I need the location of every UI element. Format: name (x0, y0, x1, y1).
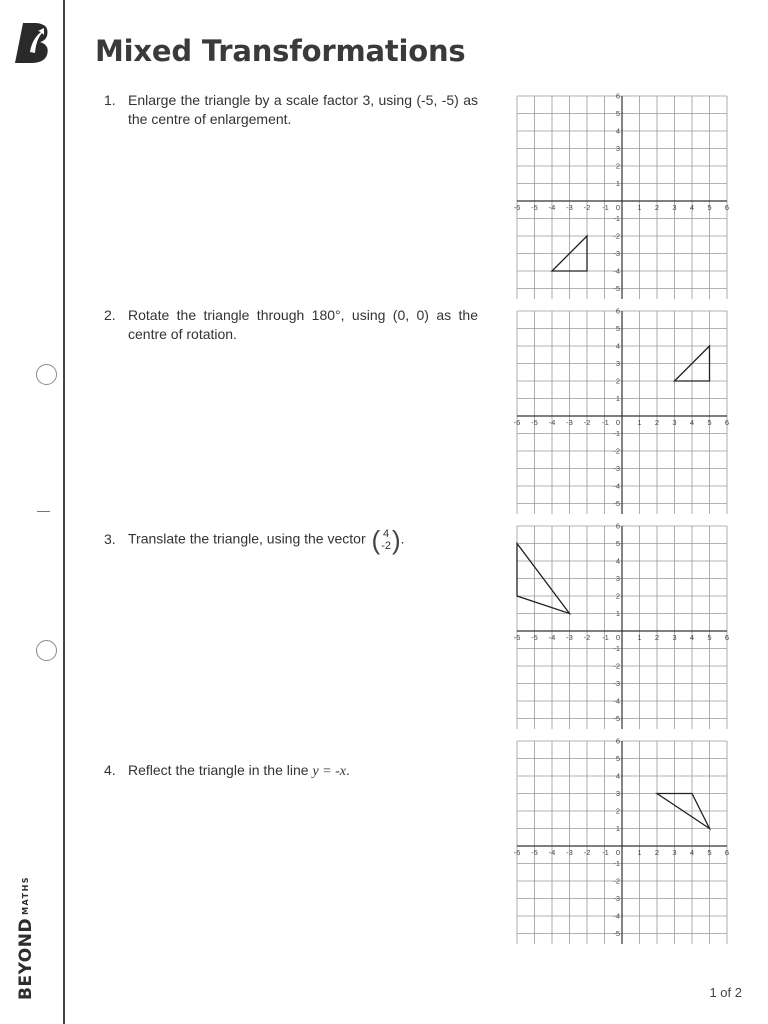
x-tick-label: 0 (615, 203, 621, 212)
y-tick-label: -1 (613, 214, 620, 223)
y-tick-label: 5 (615, 754, 620, 763)
x-tick-label: 5 (707, 203, 712, 212)
question-number: 1. (104, 92, 116, 108)
y-tick-label: 3 (615, 359, 620, 368)
question-number: 3. (104, 531, 116, 547)
y-tick-label: -3 (613, 249, 620, 258)
y-tick-label: 6 (615, 737, 620, 746)
y-tick-label: 1 (615, 824, 620, 833)
question-number: 2. (104, 307, 116, 323)
punch-hole-bottom (36, 640, 57, 661)
y-tick-label: 1 (615, 394, 620, 403)
y-tick-label: -5 (613, 284, 620, 293)
y-tick-label: -4 (613, 911, 620, 921)
x-tick-label: -6 (513, 418, 521, 427)
x-tick-label: 3 (672, 203, 677, 212)
y-tick-label: -4 (613, 696, 620, 706)
question-3 (104, 527, 478, 553)
question-2 (104, 306, 478, 344)
x-tick-label: -4 (548, 203, 556, 212)
y-tick-label: 2 (615, 591, 620, 601)
y-tick-label: 4 (615, 126, 620, 136)
x-tick-label: -5 (531, 848, 538, 857)
margin-line (63, 0, 65, 1024)
fold-mark (37, 511, 50, 512)
x-tick-label: -3 (566, 203, 573, 212)
x-tick-label: -4 (548, 848, 556, 857)
beyond-logo-icon (14, 22, 52, 64)
x-tick-label: -3 (566, 848, 573, 857)
x-tick-label: 1 (637, 418, 642, 427)
x-tick-label: 1 (637, 848, 642, 857)
x-tick-label: -1 (602, 848, 609, 857)
y-tick-label: -2 (613, 661, 620, 671)
y-tick-label: 1 (615, 179, 620, 188)
y-tick-label: 5 (615, 539, 620, 548)
x-tick-label: -6 (513, 203, 521, 212)
y-tick-label: -2 (613, 446, 620, 456)
x-tick-label: 2 (654, 848, 660, 857)
coordinate-grid-1 (510, 92, 735, 299)
x-tick-label: -2 (583, 848, 591, 857)
x-tick-label: 3 (672, 848, 677, 857)
x-tick-label: 1 (637, 203, 642, 212)
y-tick-label: -2 (613, 231, 620, 241)
x-tick-label: 1 (637, 633, 642, 642)
x-tick-label: 5 (707, 418, 712, 427)
x-tick-label: 6 (724, 203, 730, 212)
x-tick-label: -2 (583, 633, 591, 642)
x-tick-label: 4 (689, 848, 695, 857)
x-tick-label: -5 (531, 418, 538, 427)
x-tick-label: 4 (689, 633, 695, 642)
x-tick-label: -2 (583, 418, 591, 427)
brand-wordmark: BEYONDMATHS (16, 875, 36, 1000)
y-tick-label: 2 (615, 161, 620, 171)
y-tick-label: -3 (613, 679, 620, 688)
x-tick-label: 0 (615, 633, 621, 642)
y-tick-label: 6 (615, 522, 620, 531)
x-tick-label: 5 (707, 633, 712, 642)
question-1 (104, 91, 478, 129)
page-title: Mixed Transformations (95, 34, 466, 68)
y-tick-label: 2 (615, 806, 620, 816)
page-number: 1 of 2 (709, 985, 742, 1000)
x-tick-label: 0 (615, 848, 621, 857)
x-tick-label: 0 (615, 418, 621, 427)
y-tick-label: -5 (613, 929, 620, 938)
y-tick-label: -2 (613, 876, 620, 886)
y-tick-label: -5 (613, 499, 620, 508)
question-4 (104, 761, 478, 781)
y-tick-label: -1 (613, 859, 620, 868)
x-tick-label: -6 (513, 633, 521, 642)
x-tick-label: -6 (513, 848, 521, 857)
x-tick-label: -3 (566, 633, 573, 642)
x-tick-label: 6 (724, 633, 730, 642)
question-number: 4. (104, 762, 116, 778)
x-tick-label: -2 (583, 203, 591, 212)
y-tick-label: -5 (613, 714, 620, 723)
question-text: Translate the triangle, using the vector ( 4 -2 ). (128, 525, 405, 555)
x-tick-label: -5 (531, 633, 538, 642)
y-tick-label: 2 (615, 376, 620, 386)
x-tick-label: 2 (654, 418, 660, 427)
x-tick-label: 4 (689, 203, 695, 212)
y-tick-label: -1 (613, 644, 620, 653)
coordinate-grid-2 (510, 307, 735, 514)
y-tick-label: 4 (615, 771, 620, 781)
reflection-line: y = -x (312, 764, 346, 779)
y-tick-label: 3 (615, 144, 620, 153)
x-tick-label: 4 (689, 418, 695, 427)
coordinate-grid-4 (510, 737, 735, 944)
question-text: Reflect the triangle in the line y = -x. (128, 762, 350, 779)
y-tick-label: 4 (615, 556, 620, 566)
y-tick-label: -4 (613, 266, 620, 276)
x-tick-label: 2 (654, 203, 660, 212)
punch-hole-top (36, 364, 57, 385)
x-tick-label: -4 (548, 418, 556, 427)
x-tick-label: 3 (672, 633, 677, 642)
question-text: Enlarge the triangle by a scale factor 3, using (-5, -5) as the centre of enlargement. (128, 92, 478, 127)
x-tick-label: 6 (724, 418, 730, 427)
question-text: Rotate the triangle through 180°, using (0, 0) as the centre of rotation. (128, 307, 478, 342)
x-tick-label: -1 (602, 633, 609, 642)
y-tick-label: 4 (615, 341, 620, 351)
x-tick-label: -1 (602, 418, 609, 427)
y-tick-label: -1 (613, 429, 620, 438)
y-tick-label: -4 (613, 481, 620, 491)
x-tick-label: -5 (531, 203, 538, 212)
x-tick-label: -3 (566, 418, 573, 427)
y-tick-label: 3 (615, 789, 620, 798)
y-tick-label: -3 (613, 464, 620, 473)
y-tick-label: -3 (613, 894, 620, 903)
vector-column: ( 4 -2 ) (371, 525, 401, 555)
coordinate-grid-3 (510, 522, 735, 729)
x-tick-label: 2 (654, 633, 660, 642)
y-tick-label: 5 (615, 109, 620, 118)
x-tick-label: 5 (707, 848, 712, 857)
y-tick-label: 5 (615, 324, 620, 333)
y-tick-label: 3 (615, 574, 620, 583)
x-tick-label: 6 (724, 848, 730, 857)
y-tick-label: 6 (615, 307, 620, 316)
y-tick-label: 1 (615, 609, 620, 618)
x-tick-label: -1 (602, 203, 609, 212)
y-tick-label: 6 (615, 92, 620, 101)
x-tick-label: -4 (548, 633, 556, 642)
x-tick-label: 3 (672, 418, 677, 427)
